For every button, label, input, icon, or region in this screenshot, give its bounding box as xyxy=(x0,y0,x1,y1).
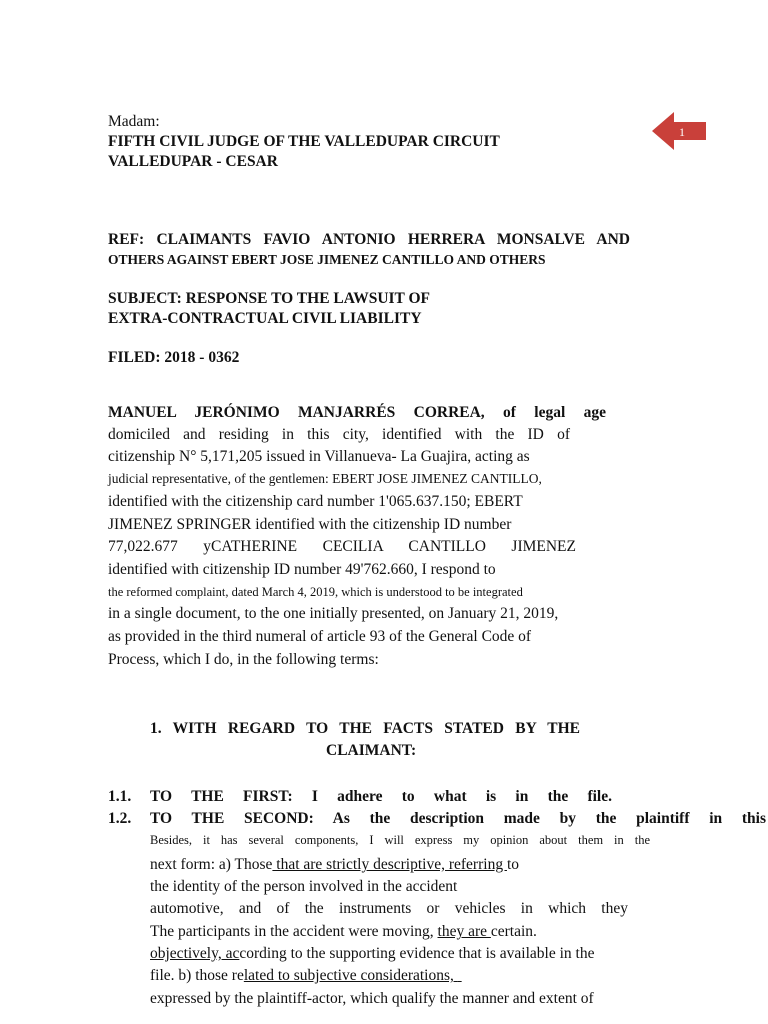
section-heading-line-1: 1. WITH REGARD TO THE FACTS STATED BY THE xyxy=(150,720,580,737)
item-2-line-2: next form: a) Those that are strictly descriptive, referring to xyxy=(150,856,520,873)
intro-line-5: identified with the citizenship card number 1'065.637.150; EBERT xyxy=(108,493,523,510)
intro-line-10: in a single document, to the one initially presented, on January 21, 2019, xyxy=(108,605,559,622)
intro-line-4: judicial representative, of the gentlemen: EBERT JOSE JIMENEZ CANTILLO, xyxy=(108,471,542,486)
item-2-line-6: objectively, according to the supporting evidence that is available in the xyxy=(150,945,595,962)
intro-line-1: MANUEL JERÓNIMO MANJARRÉS CORREA, of legal age xyxy=(108,404,606,421)
representative-name: MANUEL JERÓNIMO MANJARRÉS CORREA, xyxy=(108,404,485,421)
item-2-line-5: The participants in the accident were moving, they are certain. xyxy=(150,923,537,940)
ref-line-1: REF: CLAIMANTS FAVIO ANTONIO HERRERA MONSALVE AND xyxy=(108,231,630,248)
addressee-city: VALLEDUPAR - CESAR xyxy=(108,153,278,170)
intro-line-3: citizenship N° 5,171,205 issued in Villanueva- La Guajira, acting as xyxy=(108,448,530,465)
addressee-judge: FIFTH CIVIL JUDGE OF THE VALLEDUPAR CIRCUIT xyxy=(108,133,500,150)
item-2-line-8: expressed by the plaintiff-actor, which qualify the manner and extent of xyxy=(150,990,594,1007)
section-heading-line-2: CLAIMANT: xyxy=(326,742,417,759)
salutation: Madam: xyxy=(108,113,160,130)
page-number: 1 xyxy=(679,125,685,139)
list-item: 1.2. TO THE SECOND: As the description made by the plaintiff in this xyxy=(108,810,766,827)
intro-line-8: identified with citizenship ID number 49'762.660, I respond to xyxy=(108,561,496,578)
subject-line-2: EXTRA-CONTRACTUAL CIVIL LIABILITY xyxy=(108,310,422,327)
item-2-line-1: Besides, it has several components, I will express my opinion about them in the xyxy=(150,833,650,847)
intro-line-2: domiciled and residing in this city, identified with the ID of xyxy=(108,426,570,443)
filed-number: FILED: 2018 - 0362 xyxy=(108,349,240,366)
intro-line-12: Process, which I do, in the following terms: xyxy=(108,651,379,668)
intro-line-11: as provided in the third numeral of article 93 of the General Code of xyxy=(108,628,532,645)
item-2-line-3: the identity of the person involved in the accident xyxy=(150,878,458,895)
intro-line-6: JIMENEZ SPRINGER identified with the citizenship ID number xyxy=(108,516,512,533)
item-2-line-4: automotive, and of the instruments or vehicles in which they xyxy=(150,900,628,917)
page-marker-arrow-icon xyxy=(652,112,706,150)
item-2-line-7: file. b) those related to subjective considerations, xyxy=(150,967,458,984)
list-item: 1.1. TO THE FIRST: I adhere to what is in the file. xyxy=(108,788,612,805)
intro-line-7: 77,022.677 yCATHERINE CECILIA CANTILLO JIMENEZ xyxy=(108,538,576,555)
intro-line-9: the reformed complaint, dated March 4, 2019, which is understood to be integrated xyxy=(108,585,523,599)
subject-line-1: SUBJECT: RESPONSE TO THE LAWSUIT OF xyxy=(108,290,431,307)
ref-line-2: OTHERS AGAINST EBERT JOSE JIMENEZ CANTILLO AND OTHERS xyxy=(108,252,546,267)
